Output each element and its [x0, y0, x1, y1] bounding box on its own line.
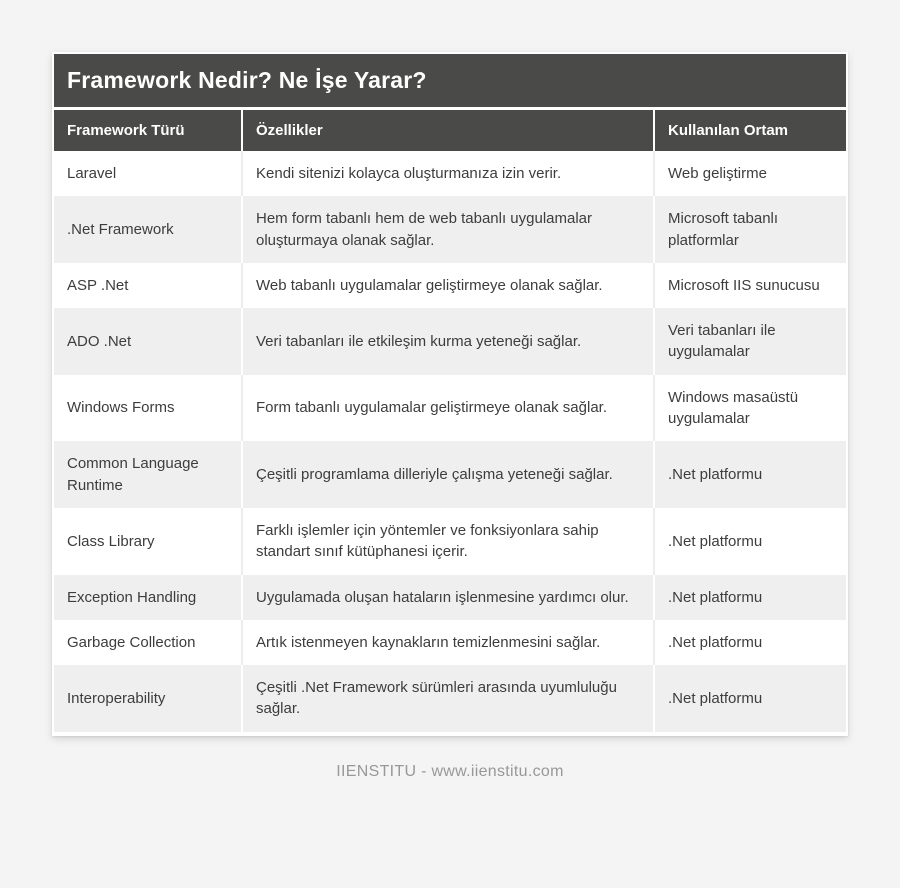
features-cell: Çeşitli programlama dilleriyle çalışma yeteneği sağlar. [242, 441, 654, 508]
framework-type-cell: ASP .Net [54, 263, 242, 308]
features-cell: Veri tabanları ile etkileşim kurma yeteneği sağlar. [242, 308, 654, 375]
environment-cell: .Net platformu [654, 508, 846, 575]
features-cell: Hem form tabanlı hem de web tabanlı uygulamalar oluşturmaya olanak sağlar. [242, 196, 654, 263]
features-cell: Web tabanlı uygulamalar geliştirmeye olanak sağlar. [242, 263, 654, 308]
framework-type-cell: ADO .Net [54, 308, 242, 375]
table-row [54, 375, 846, 442]
framework-type-cell: Common Language Runtime [54, 441, 242, 508]
table-row [54, 263, 846, 308]
features-cell: Farklı işlemler için yöntemler ve fonksiyonlara sahip standart sınıf kütüphanesi içerir. [242, 508, 654, 575]
environment-cell: Windows masaüstü uygulamalar [654, 375, 846, 442]
table-row [54, 441, 846, 508]
environment-cell: Microsoft IIS sunucusu [654, 263, 846, 308]
table-header-row [54, 110, 846, 151]
environment-cell: .Net platformu [654, 665, 846, 732]
column-header-environment: Kullanılan Ortam [654, 110, 846, 151]
table-row [54, 620, 846, 665]
environment-cell: .Net platformu [654, 575, 846, 620]
table-row [54, 151, 846, 196]
environment-cell: Web geliştirme [654, 151, 846, 196]
features-cell: Artık istenmeyen kaynakların temizlenmesini sağlar. [242, 620, 654, 665]
table-row [54, 575, 846, 620]
infographic-card [52, 52, 848, 736]
source-attribution: IIENSTITU - www.iienstitu.com [336, 762, 564, 780]
table-row [54, 196, 846, 263]
environment-cell: Microsoft tabanlı platformlar [654, 196, 846, 263]
environment-cell: Veri tabanları ile uygulamalar [654, 308, 846, 375]
framework-type-cell: Windows Forms [54, 375, 242, 442]
environment-cell: .Net platformu [654, 441, 846, 508]
table-row [54, 308, 846, 375]
features-cell: Uygulamada oluşan hataların işlenmesine yardımcı olur. [242, 575, 654, 620]
framework-table [54, 110, 846, 732]
framework-type-cell: Interoperability [54, 665, 242, 732]
table-row [54, 665, 846, 732]
column-header-framework-type: Framework Türü [54, 110, 242, 151]
framework-type-cell: Exception Handling [54, 575, 242, 620]
features-cell: Kendi sitenizi kolayca oluşturmanıza izin verir. [242, 151, 654, 196]
infographic-title: Framework Nedir? Ne İşe Yarar? [54, 54, 846, 107]
features-cell: Form tabanlı uygulamalar geliştirmeye olanak sağlar. [242, 375, 654, 442]
table-row [54, 508, 846, 575]
features-cell: Çeşitli .Net Framework sürümleri arasında uyumluluğu sağlar. [242, 665, 654, 732]
framework-type-cell: Garbage Collection [54, 620, 242, 665]
framework-type-cell: Class Library [54, 508, 242, 575]
environment-cell: .Net platformu [654, 620, 846, 665]
column-header-features: Özellikler [242, 110, 654, 151]
framework-type-cell: Laravel [54, 151, 242, 196]
framework-type-cell: .Net Framework [54, 196, 242, 263]
